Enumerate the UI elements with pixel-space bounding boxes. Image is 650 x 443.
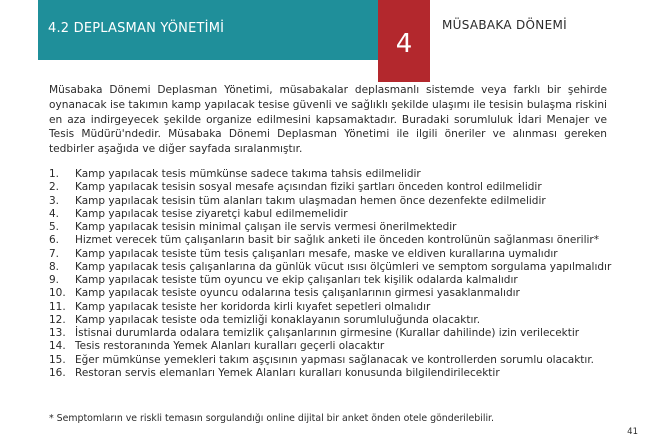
list-item-text: Kamp yapılacak tesiste tüm tesis çalışanları mesafe, maske ve eldiven kurallarına uymalıdır [75,247,558,260]
recommendations-list [49,168,619,380]
list-item [49,168,619,181]
list-item-number: 3. [49,194,60,207]
page-number: 41 [627,427,638,437]
list-item-text: Kamp yapılacak tesiste her koridorda kirli kıyafet sepetleri olmalıdır [75,300,431,313]
list-item [49,261,619,274]
list-item [49,314,619,327]
list-item [49,248,619,261]
list-item [49,234,619,247]
list-item [49,340,619,353]
list-item [49,301,619,314]
list-item-text: Kamp yapılacak tesisin minimal çalışan ile servis vermesi önerilmektedir [75,221,457,233]
section-title: 4.2 DEPLASMAN YÖNETİMİ [48,21,225,36]
list-item-text: Hizmet verecek tüm çalışanların basit bir sağlık anketi ile önceden kontrolünün sağlanması önerilir* [75,234,599,247]
list-item-number: 16. [49,366,66,379]
list-item [49,208,619,221]
list-item [49,221,619,234]
list-item [49,181,619,194]
list-item [49,327,619,340]
list-item-text: Kamp yapılacak tesis mümkünse sadece takıma tahsis edilmelidir [75,168,421,180]
list-item [49,195,619,208]
list-item-text: Kamp yapılacak tesiste oyuncu odalarına tesis çalışanlarının girmesi yasaklanmalıdır [75,287,520,300]
chapter-number: 4 [395,29,413,59]
list-item-number: 9. [49,274,60,286]
list-item-text: Kamp yapılacak tesisin sosyal mesafe açısından fiziki şartları önceden kontrol edilmelidir [75,181,542,194]
list-item-text: Kamp yapılacak tesis çalışanlarına da günlük vücut ısısı ölçümleri ve semptom sorgulama yapılmalıdır [75,260,612,273]
list-item-text: Kamp yapılacak tesiste tüm oyuncu ve ekip çalışanları tek kişilik odalarda kalmalıdır [75,274,518,286]
list-item-number: 2. [49,181,60,194]
list-item-text: Kamp yapılacak tesise ziyaretçi kabul edilmemelidir [75,207,348,220]
list-item-number: 13. [49,327,66,339]
list-item-number: 12. [49,313,66,326]
chapter-number-box [378,0,430,82]
list-item-text: Tesis restoranında Yemek Alanları kuralları geçerli olacaktır [75,340,385,353]
footnote: * Semptomların ve riskli temasın sorgulandığı online dijital bir anket önden otele gönderilebilir. [49,413,495,424]
list-item-text: Restoran servis elemanları Yemek Alanları kuralları konusunda bilgilendirilecektir [75,366,500,379]
list-item-number: 1. [49,168,60,180]
list-item-number: 4. [49,207,60,220]
list-item [49,367,619,380]
list-item-text: İstisnai durumlarda odalara temizlik çalışanlarının girmesine (Kurallar dahilinde) izin verilecektir [75,327,580,339]
list-item [49,354,619,367]
list-item-number: 11. [49,300,66,313]
list-item-number: 6. [49,234,60,247]
list-item-number: 15. [49,353,66,366]
chapter-label: MÜSABAKA DÖNEMİ [442,18,567,32]
list-item-number: 14. [49,340,66,353]
list-item [49,287,619,300]
list-item-number: 8. [49,260,60,273]
intro-paragraph: Müsabaka Dönemi Deplasman Yönetimi, müsabakalar deplasmanlı sistemde veya farklı bir şehirde oynanacak ise takımın kamp yapılacak tesise güvenli ve sağlıklı şekilde ulaşımı ile tesisin bulaşma riskini en aza indirgeyecek şekilde organize edilmesini kapsamaktadır. Buradaki sorumluluk İdari Menajer ve Tesis Müdürü'ndedir. Müsabaka Dönemi Deplasman Yönetimi ile ilgili öneriler ve alınması gereken tedbirler aşağıda ve diğer sayfada sıralanmıştır. [49,84,607,156]
list-item-text: Kamp yapılacak tesisin tüm alanları takım ulaşmadan hemen önce dezenfekte edilmelidir [75,194,546,207]
list-item-number: 7. [49,247,60,260]
list-item-text: Eğer mümkünse yemekleri takım aşçısının yapması sağlanacak ve kontrollerden sorumlu olacaktır. [75,353,595,366]
list-item-number: 10. [49,287,66,300]
list-item-text: Kamp yapılacak tesiste oda temizliği konaklayanın sorumluluğunda olacaktır. [75,313,481,326]
list-item [49,274,619,287]
list-item-number: 5. [49,221,60,233]
